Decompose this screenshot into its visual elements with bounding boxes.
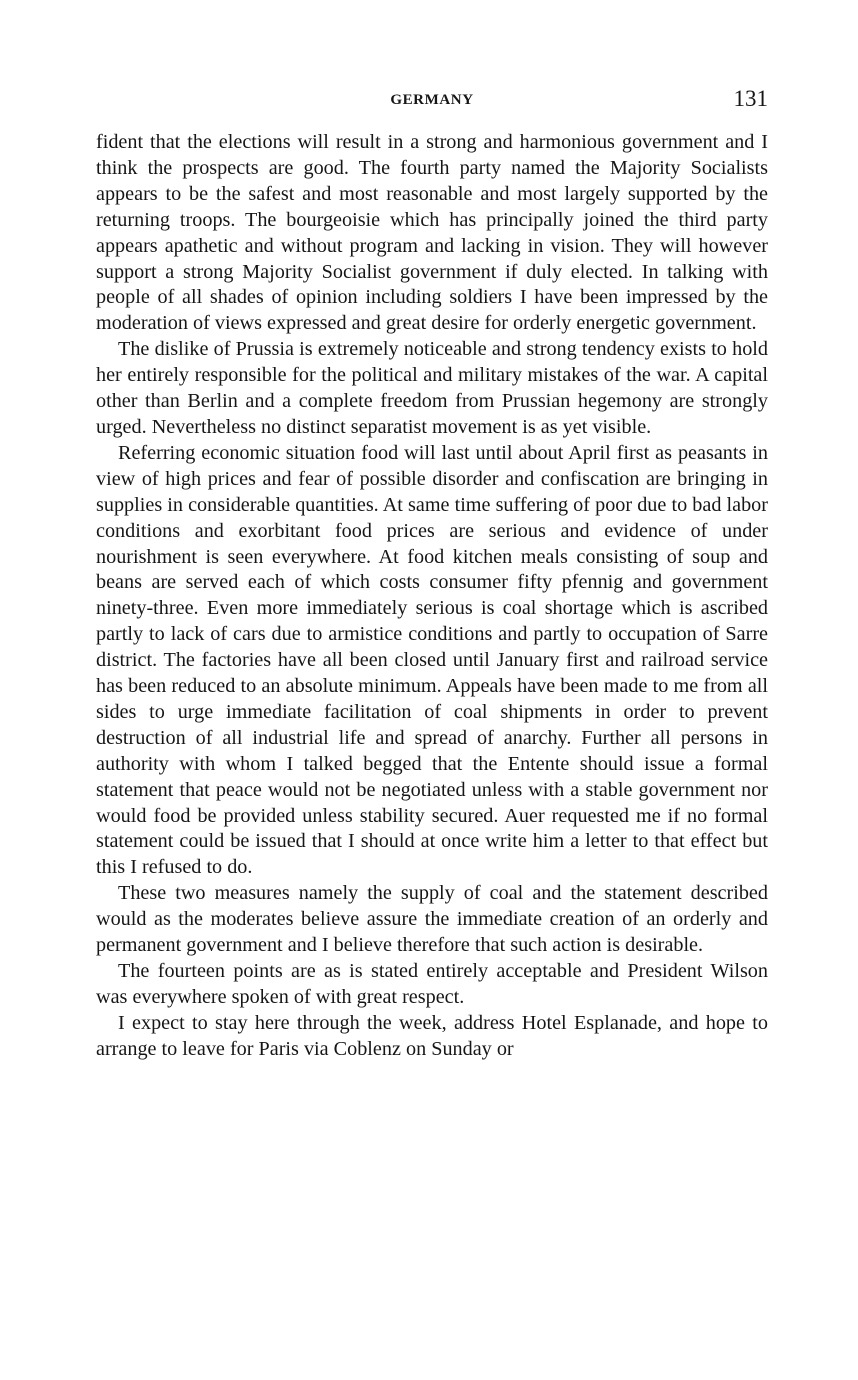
body-text [96,130,768,1063]
paragraph-prussia: The dislike of Prussia is extremely noticeable and strong tendency exists to hold her entirely responsible for the political and military mistakes of the war. A capital other than Berlin and a complete freedom from Prussian hegemony are strongly urged. Nevertheless no distinct separatist movement is as yet visible. [96,338,768,438]
paragraph-fourteen-points: The fourteen points are as is stated entirely acceptable and President Wilson was everywhere spoken of with great respect. [96,960,768,1008]
page-number: 131 [733,86,768,111]
paragraph-economic-situation: Referring economic situation food will last until about April first as peasants in view of high prices and fear of possible disorder and confiscation are bringing in supplies in considerable quantities. At same time suffering of poor due to bad labor conditions and exorbitant food prices are serious and evidence of under nourishment is seen everywhere. At food kitchen meals consisting of soup and beans are served each of which costs consumer fifty pfennig and government ninety-three. Even more immediately serious is coal shortage which is ascribed partly to lack of cars due to armistice conditions and partly to occupation of Sarre district. The factories have all been closed until January first and railroad service has been reduced to an absolute minimum. Appeals have been made to me from all sides to urge immediate facilitation of coal shipments in order to prevent destruction of all industrial life and spread of anarchy. Further all persons in authority with whom I talked begged that the Entente should issue a formal statement that peace would not be negotiated unless with a stable government nor would food be provided unless stability secured. Auer requested me if no formal statement could be issued that I should at once write him a letter to that effect but this I refused to do. [96,441,768,879]
paragraph-two-measures: These two measures namely the supply of coal and the statement described would as the moderates believe assure the immediate creation of an orderly and permanent government and I believe therefore that such action is desirable. [96,882,768,957]
page-header [96,88,768,118]
paragraph-travel-plans: I expect to stay here through the week, address Hotel Esplanade, and hope to arrange to leave for Paris via Coblenz on Sunday or [96,1011,768,1060]
running-head: GERMANY [390,92,474,108]
paragraph-continuation: fident that the elections will result in a strong and harmonious government and I think the prospects are good. The fourth party named the Majority Socialists appears to be the safest and most reasonable and most largely supported by the returning troops. The bourgeoisie which has principally joined the third party appears apathetic and without program and lacking in vision. They will however support a strong Majority Socialist government if duly elected. In talking with people of all shades of opinion including soldiers I have been impressed by the moderation of views expressed and great desire for orderly energetic government. [96,131,768,335]
